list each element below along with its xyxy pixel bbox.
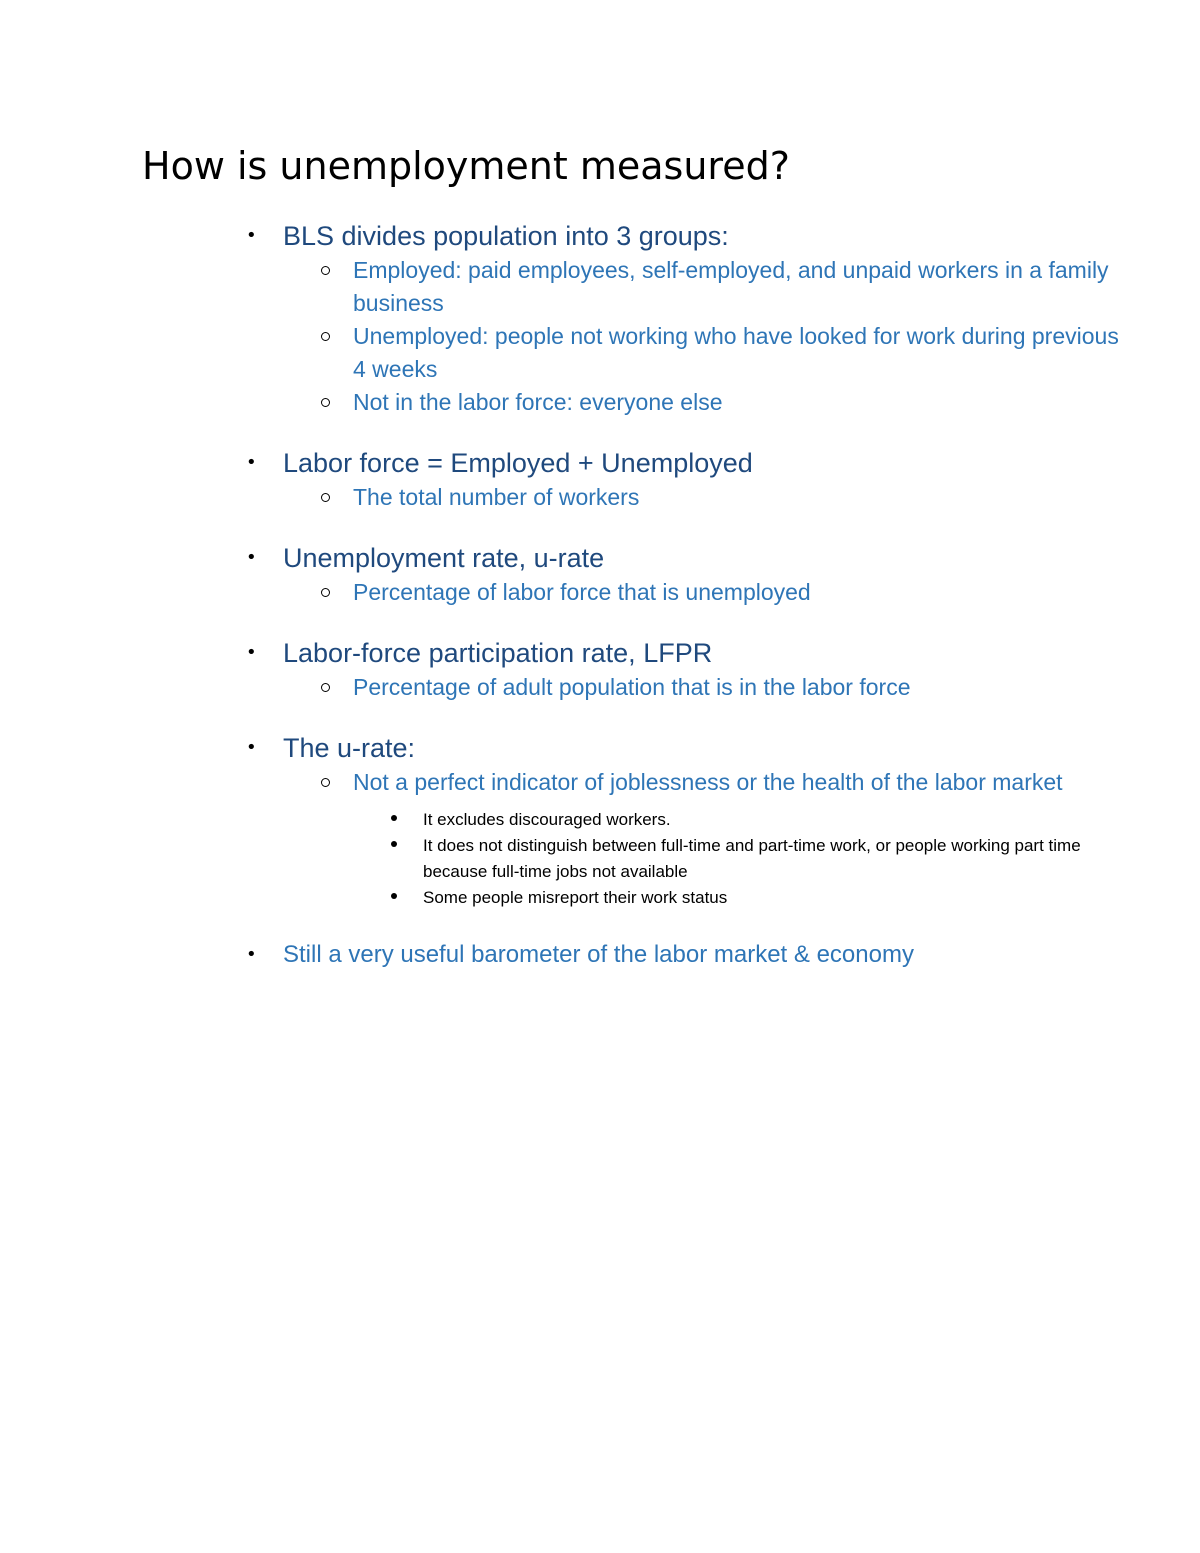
filled-bullet-icon: [391, 893, 397, 899]
sub-item-percentage-adult: [317, 671, 1126, 704]
sub-list: [317, 576, 1126, 609]
sub-item-text: Not in the labor force: everyone else: [353, 389, 723, 415]
list-item-useful-barometer: [246, 939, 1126, 971]
sub-list: [317, 766, 1126, 911]
list-item-unemployment-rate: [246, 542, 1126, 609]
bullet-icon: •: [246, 452, 257, 473]
list-item-text: BLS divides population into 3 groups:: [283, 221, 729, 251]
sub-item-text: Percentage of adult population that is in the labor force: [353, 674, 911, 700]
sub-list: [317, 481, 1126, 514]
list-item-bls-groups: [246, 220, 1126, 419]
detail-item-full-part-time: [389, 833, 1126, 885]
filled-bullet-icon: [391, 815, 397, 821]
sub-item-text: Employed: paid employees, self-employed, and unpaid workers in a family business: [353, 257, 1109, 316]
detail-item-text: It excludes discouraged workers.: [423, 810, 671, 829]
sub-item-text: Unemployed: people not working who have looked for work during previous 4 weeks: [353, 323, 1119, 382]
hollow-bullet-icon: [321, 398, 330, 407]
sub-item-text: Percentage of labor force that is unemployed: [353, 579, 811, 605]
list-item-u-rate: [246, 732, 1126, 911]
list-item-text: Still a very useful barometer of the labor market & economy: [283, 941, 914, 968]
sub-item-unemployed: [317, 320, 1126, 386]
detail-item-text: It does not distinguish between full-time and part-time work, or people working part time because full-time jobs not available: [423, 836, 1081, 881]
bullet-list: [246, 220, 1126, 971]
sub-list: [317, 671, 1126, 704]
hollow-bullet-icon: [321, 332, 330, 341]
bullet-icon: •: [246, 944, 257, 965]
list-item-text: The u-rate:: [283, 733, 416, 763]
hollow-bullet-icon: [321, 266, 330, 275]
list-item-text: Unemployment rate, u-rate: [283, 543, 605, 573]
detail-item-misreport: [389, 885, 1126, 911]
list-item-labor-force: [246, 447, 1126, 514]
bullet-icon: •: [246, 642, 257, 663]
sub-item-not-perfect-indicator: [317, 766, 1126, 911]
sub-item-total-workers: [317, 481, 1126, 514]
list-item-text: Labor force = Employed + Unemployed: [283, 448, 753, 478]
hollow-bullet-icon: [321, 588, 330, 597]
page-title: How is unemployment measured?: [142, 144, 790, 188]
hollow-bullet-icon: [321, 493, 330, 502]
list-item-lfpr: [246, 637, 1126, 704]
hollow-bullet-icon: [321, 683, 330, 692]
sub-sub-list: [389, 807, 1126, 911]
sub-item-not-in-labor-force: [317, 386, 1126, 419]
sub-item-percentage-unemployed: [317, 576, 1126, 609]
list-item-text: Labor-force participation rate, LFPR: [283, 638, 713, 668]
bullet-icon: •: [246, 547, 257, 568]
sub-list: [317, 254, 1126, 419]
sub-item-employed: [317, 254, 1126, 320]
bullet-icon: •: [246, 737, 257, 758]
sub-item-text: Not a perfect indicator of joblessness or the health of the labor market: [353, 769, 1063, 795]
hollow-bullet-icon: [321, 778, 330, 787]
detail-item-text: Some people misreport their work status: [423, 888, 728, 907]
bullet-icon: •: [246, 225, 257, 246]
detail-item-discouraged: [389, 807, 1126, 833]
sub-item-text: The total number of workers: [353, 484, 640, 510]
filled-bullet-icon: [391, 841, 397, 847]
